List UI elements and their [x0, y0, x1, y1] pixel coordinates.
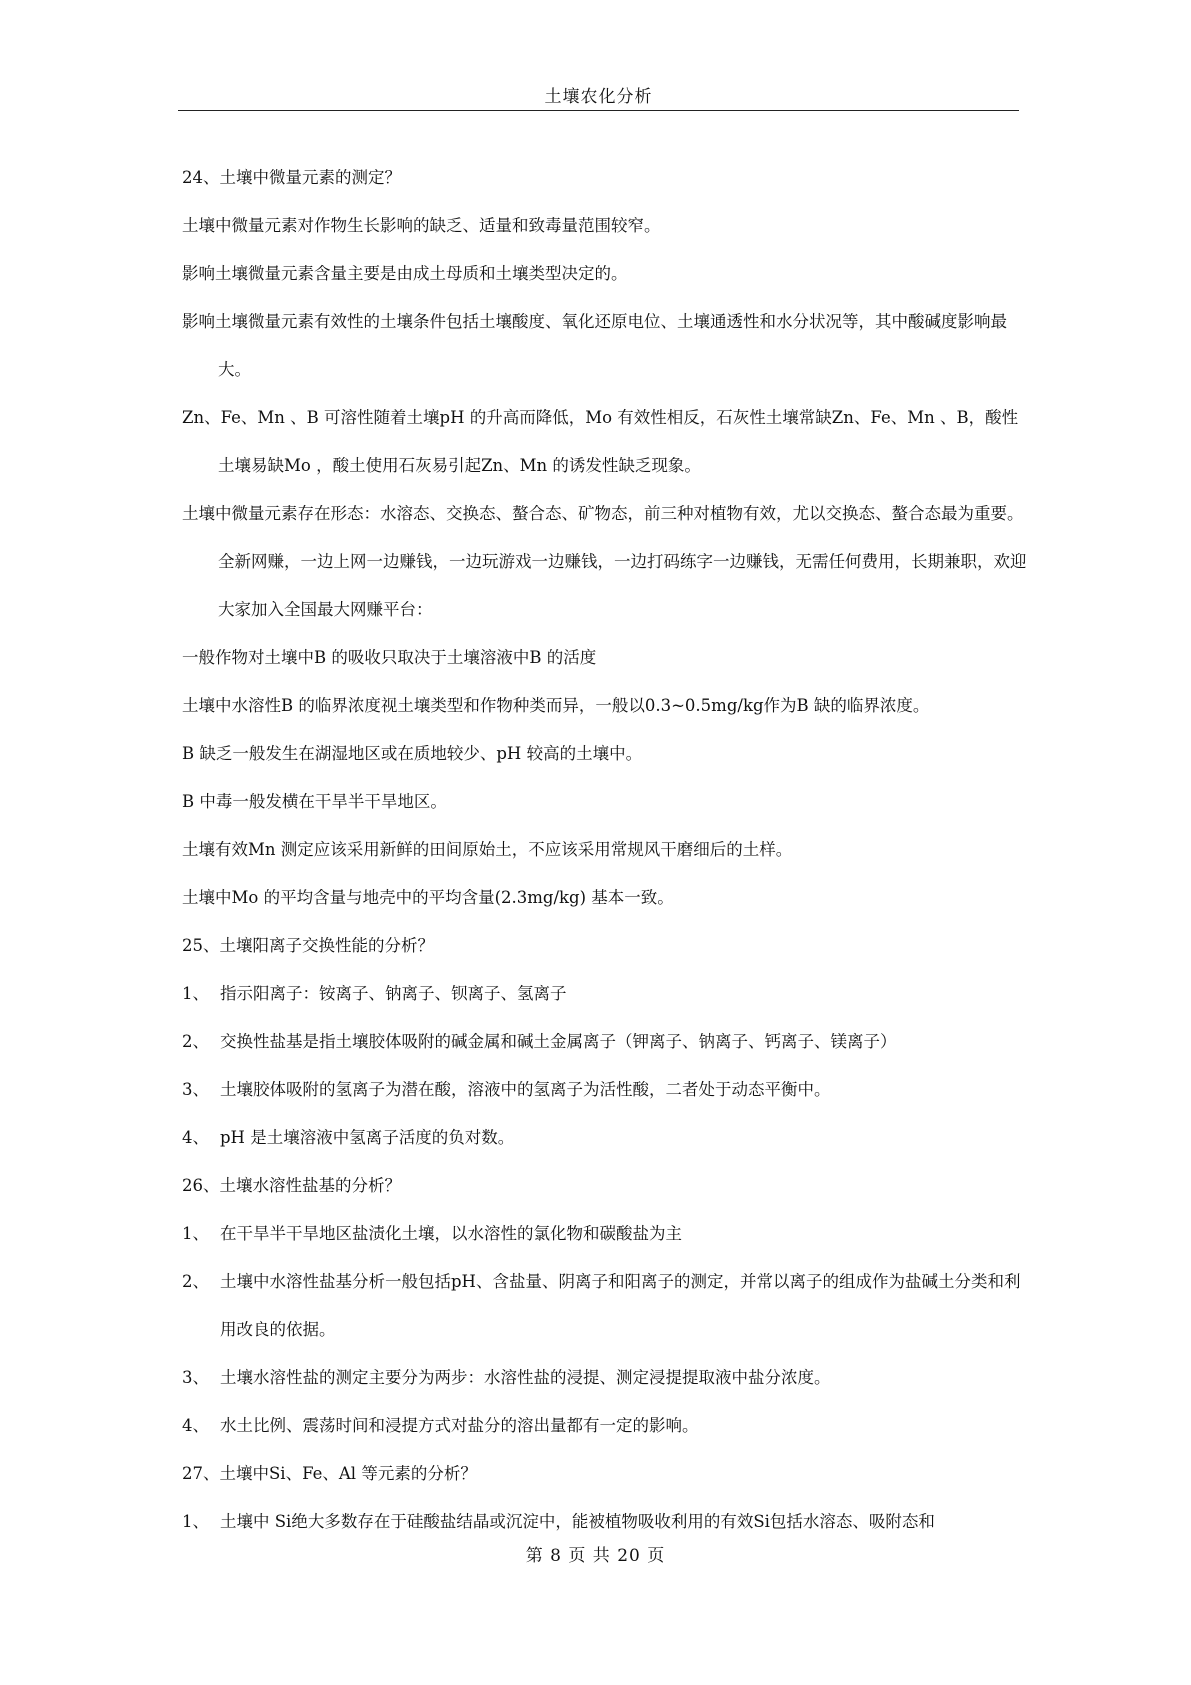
paragraph: 土壤有效Mn 测定应该采用新鲜的田间原始土，不应该采用常规风干磨细后的土样。 — [182, 840, 793, 859]
list-item — [182, 1366, 1028, 1390]
document-body — [182, 166, 1028, 1558]
question-27-heading: 27、土壤中Si、Fe、Al 等元素的分析？ — [182, 1464, 477, 1483]
list-item — [182, 1078, 1028, 1102]
list-item-number: 1、 — [182, 1224, 209, 1243]
list-item-text: 土壤胶体吸附的氢离子为潜在酸，溶液中的氢离子为活性酸，二者处于动态平衡中。 — [220, 1080, 831, 1099]
list-item-number: 3、 — [182, 1080, 209, 1099]
list-item — [182, 1030, 1028, 1054]
list-item-text: 在干旱半干旱地区盐渍化土壤，以水溶性的氯化物和碳酸盐为主 — [220, 1224, 682, 1243]
page-number-footer: 第 8 页 共 20 页 — [525, 1546, 666, 1566]
paragraph: 一般作物对土壤中B 的吸收只取决于土壤溶液中B 的活度 — [182, 648, 597, 667]
list-item-number: 4、 — [182, 1128, 209, 1147]
list-item-text: 土壤水溶性盐的测定主要分为两步：水溶性盐的浸提、测定浸提提取液中盐分浓度。 — [220, 1368, 831, 1387]
paragraph: B 缺乏一般发生在湖湿地区或在质地较少、pH 较高的土壤中。 — [182, 744, 643, 763]
question-24-heading: 24、土壤中微量元素的测定？ — [182, 168, 401, 187]
paragraph: 影响土壤微量元素含量主要是由成土母质和土壤类型决定的。 — [182, 264, 628, 283]
list-item — [182, 1126, 1028, 1150]
list-item-number: 2、 — [182, 1032, 209, 1051]
list-item-text: pH 是土壤溶液中氢离子活度的负对数。 — [220, 1128, 515, 1147]
list-item-text: 指示阳离子：铵离子、钠离子、钡离子、氢离子 — [220, 984, 567, 1003]
paragraph: 土壤中微量元素存在形态：水溶态、交换态、螯合态、矿物态，前三种对植物有效，尤以交换态、螯合态最为重要。全新网赚，一边上网一边赚钱，一边玩游戏一边赚钱，一边打码练字一边赚钱，无需任何费用，长期兼职，欢迎大家加入全国最大网赚平台： — [182, 504, 1027, 619]
list-item — [182, 982, 1028, 1006]
list-item-number: 1、 — [182, 984, 209, 1003]
list-item-text: 水土比例、震荡时间和浸提方式对盐分的溶出量都有一定的影响。 — [220, 1416, 699, 1435]
list-item-text: 土壤中水溶性盐基分析一般包括pH、含盐量、阴离子和阳离子的测定，并常以离子的组成作为盐碱土分类和利用改良的依据。 — [220, 1272, 1021, 1339]
page-header-title: 土壤农化分析 — [544, 87, 653, 107]
header-divider — [178, 110, 1019, 111]
paragraph: Zn、Fe、Mn 、B 可溶性随着土壤pH 的升高而降低，Mo 有效性相反，石灰性土壤常缺Zn、Fe、Mn 、B，酸性土壤易缺Mo ，酸土使用石灰易引起Zn、Mn 的诱发性缺乏现象。 — [182, 408, 1019, 475]
list-item-number: 4、 — [182, 1416, 209, 1435]
list-item — [182, 1258, 1028, 1354]
paragraph: 影响土壤微量元素有效性的土壤条件包括土壤酸度、氧化还原电位、土壤通透性和水分状况等，其中酸碱度影响最大。 — [182, 312, 1007, 379]
list-item-number: 3、 — [182, 1368, 209, 1387]
list-item-number: 2、 — [182, 1272, 209, 1291]
list-item — [182, 1414, 1028, 1438]
list-item-text: 土壤中 Si绝大多数存在于硅酸盐结晶或沉淀中，能被植物吸收利用的有效Si包括水溶态、吸附态和 — [220, 1512, 935, 1531]
list-item-text: 交换性盐基是指土壤胶体吸附的碱金属和碱土金属离子（钾离子、钠离子、钙离子、镁离子） — [220, 1032, 897, 1051]
paragraph: 土壤中Mo 的平均含量与地壳中的平均含量(2.3mg/kg) 基本一致。 — [182, 888, 674, 907]
list-item — [182, 1510, 1028, 1534]
question-25-heading: 25、土壤阳离子交换性能的分析？ — [182, 936, 434, 955]
list-item-number: 1、 — [182, 1512, 209, 1531]
paragraph: 土壤中水溶性B 的临界浓度视土壤类型和作物种类而异，一般以0.3~0.5mg/kg作为B 缺的临界浓度。 — [182, 696, 930, 715]
question-26-heading: 26、土壤水溶性盐基的分析？ — [182, 1176, 401, 1195]
list-item — [182, 1222, 1028, 1246]
paragraph: 土壤中微量元素对作物生长影响的缺乏、适量和致毒量范围较窄。 — [182, 216, 661, 235]
paragraph: B 中毒一般发横在干旱半干旱地区。 — [182, 792, 447, 811]
